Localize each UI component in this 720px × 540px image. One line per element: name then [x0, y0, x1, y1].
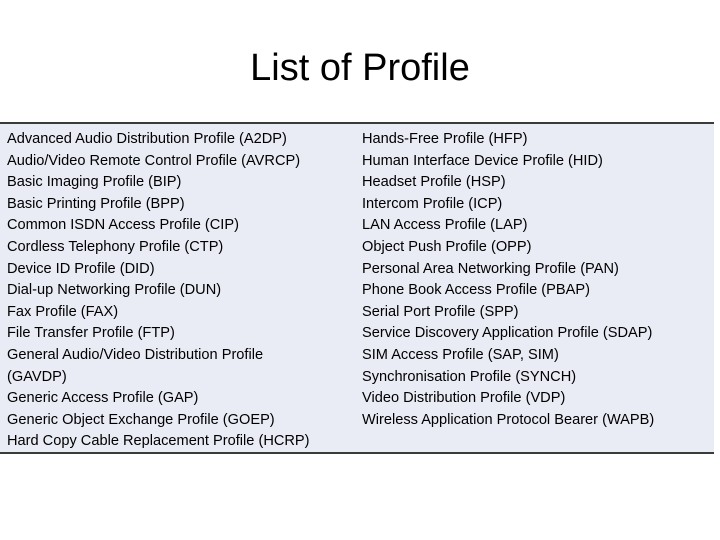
profile-item: Intercom Profile (ICP) [362, 195, 503, 212]
profile-item: Synchronisation Profile (SYNCH) [362, 368, 577, 385]
profile-item: Hands-Free Profile (HFP) [362, 131, 528, 147]
profile-item: File Transfer Profile (FTP) [7, 325, 175, 342]
profile-item: Basic Imaging Profile (BIP) [7, 174, 182, 191]
profile-item: General Audio/Video Distribution Profile [7, 346, 264, 363]
profile-item: Human Interface Device Profile (HID) [362, 152, 603, 169]
profile-item: Common ISDN Access Profile (CIP) [7, 217, 239, 234]
profile-item: Advanced Audio Distribution Profile (A2DP) [7, 131, 287, 147]
profile-item: LAN Access Profile (LAP) [362, 217, 528, 234]
profile-column-right [354, 124, 714, 452]
profile-item: Audio/Video Remote Control Profile (AVRCP) [7, 152, 301, 169]
profile-item: Generic Object Exchange Profile (GOEP) [7, 411, 275, 428]
profile-item: Service Discovery Application Profile (SDAP) [362, 325, 653, 342]
profile-item: Dial-up Networking Profile (DUN) [7, 282, 222, 299]
profile-item: Video Distribution Profile (VDP) [362, 390, 566, 407]
profile-item: Object Push Profile (OPP) [362, 238, 532, 255]
profile-item: Cordless Telephony Profile (CTP) [7, 238, 224, 255]
profile-item: Hard Copy Cable Replacement Profile (HCRP) [7, 433, 310, 450]
profile-item: Serial Port Profile (SPP) [362, 303, 519, 320]
profile-column-left [0, 124, 354, 452]
profile-table [0, 122, 714, 454]
profile-item: Personal Area Networking Profile (PAN) [362, 260, 619, 277]
profile-item: (GAVDP) [7, 368, 67, 385]
profile-item: Wireless Application Protocol Bearer (WAPB) [362, 411, 655, 428]
profile-item: Device ID Profile (DID) [7, 260, 155, 277]
profile-item: SIM Access Profile (SAP, SIM) [362, 346, 559, 363]
profile-item: Basic Printing Profile (BPP) [7, 195, 185, 212]
profile-item: Generic Access Profile (GAP) [7, 390, 199, 407]
profile-item: Phone Book Access Profile (PBAP) [362, 282, 590, 299]
profile-item: Fax Profile (FAX) [7, 303, 119, 320]
slide-title: List of Profile [250, 47, 470, 89]
profile-item: Headset Profile (HSP) [362, 174, 506, 191]
